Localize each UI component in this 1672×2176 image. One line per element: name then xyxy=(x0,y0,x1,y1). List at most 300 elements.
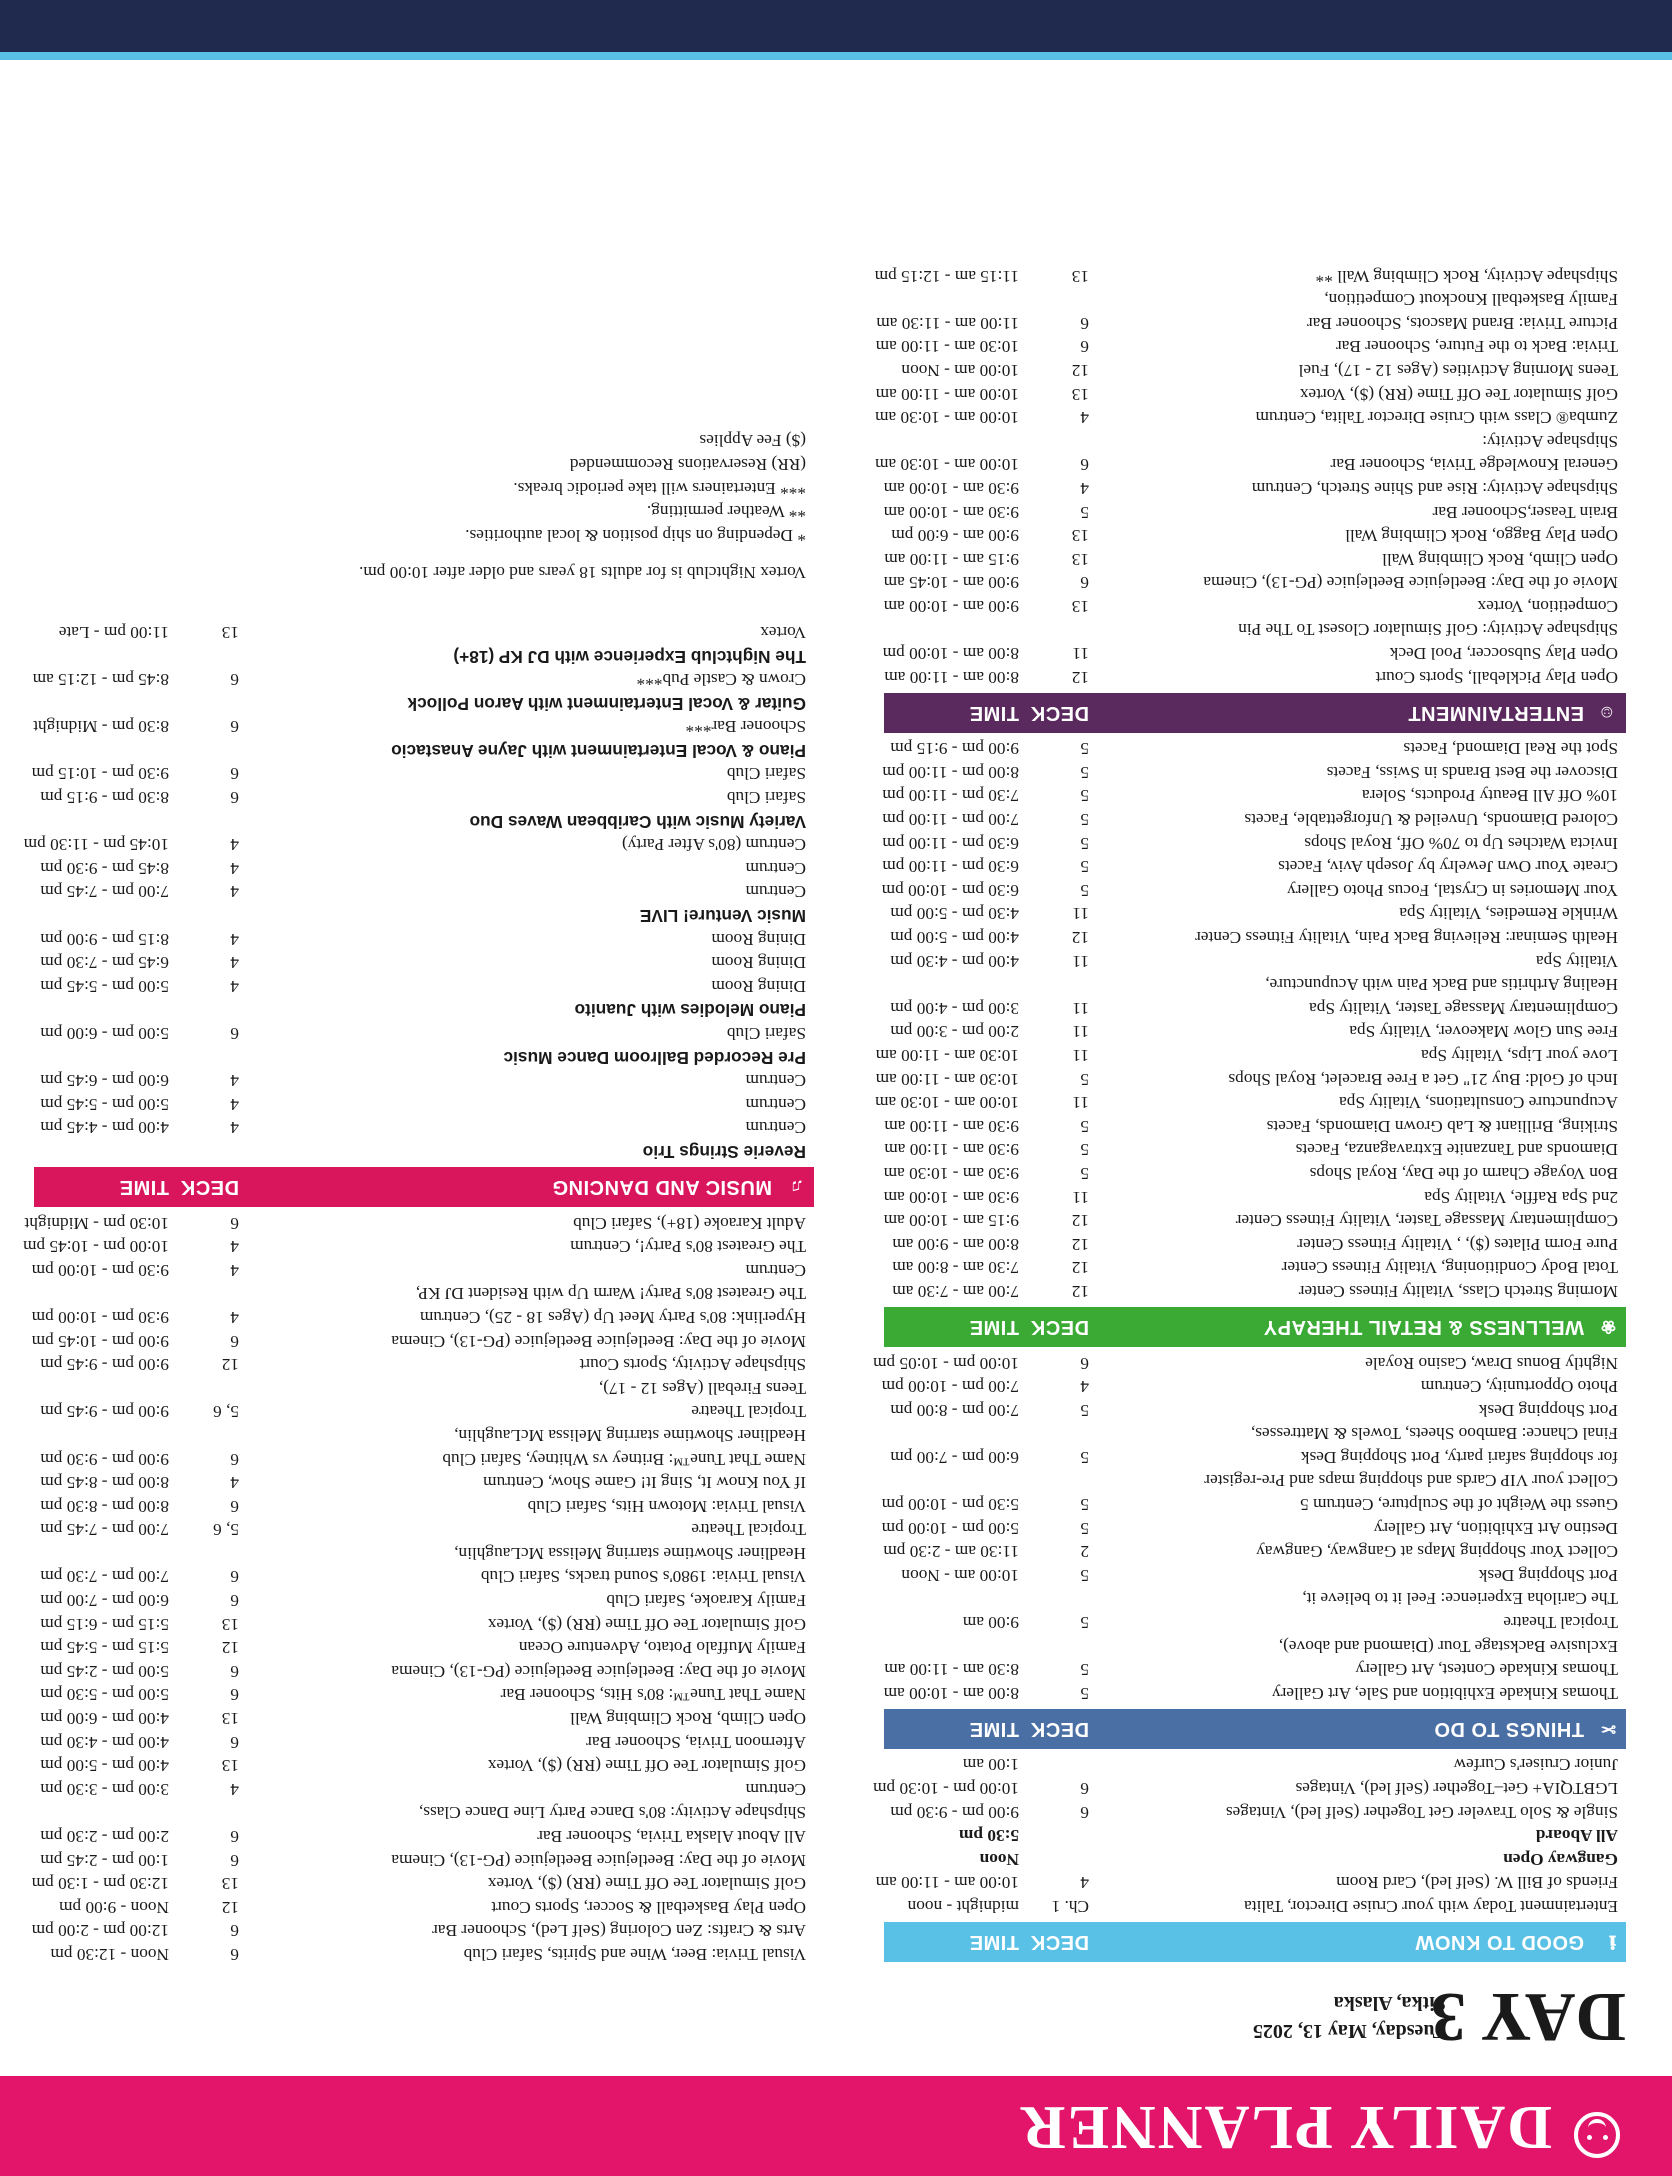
deck-number xyxy=(1019,1469,1089,1493)
deck-column-header: DECK xyxy=(1030,1316,1089,1339)
activity-name: Centrum xyxy=(745,858,806,878)
performer-heading xyxy=(34,809,814,833)
deck-number xyxy=(1019,973,1089,997)
deck-number: 13 xyxy=(221,622,239,642)
activity-name: 10% Off All Beauty Products, Solera xyxy=(1362,786,1618,806)
schedule-row xyxy=(34,1565,814,1589)
deck-number: 4 xyxy=(230,1260,239,1280)
schedule-row xyxy=(884,429,1626,453)
deck-number: 6 xyxy=(1080,1779,1089,1799)
activity-time: 9:30 am - 10:30 am xyxy=(883,1163,1019,1183)
activity-time: 8:00 am - 10:00 pm xyxy=(882,644,1019,664)
deck-number: Ch. 1 xyxy=(1051,1897,1089,1916)
schedule-row xyxy=(876,311,1626,335)
activity-name: Centrum xyxy=(745,1118,806,1138)
activity-name: Picture Trivia: Brand Mascots, Schooner Bar xyxy=(1306,313,1618,333)
activity-name: The Cariloha Experience: Feel it to believe it, xyxy=(1302,1589,1618,1609)
activity-name: Centrum (80's After Party) xyxy=(621,835,806,855)
activity-time: 7:30 am - 8:00 am xyxy=(892,1258,1019,1278)
activity-time: 9:00 pm - 9:45 pm xyxy=(40,1355,169,1375)
activity-name: Complimentary Massage Taster, Vitality Fitness Center xyxy=(1235,1211,1618,1231)
deck-number: 12 xyxy=(1071,928,1089,948)
performer-heading xyxy=(34,738,814,762)
deck-number: 12 xyxy=(1071,1234,1089,1254)
schedule-row xyxy=(884,784,1626,808)
schedule-row xyxy=(34,1447,814,1471)
activity-time: 7:00 pm - 8:00 pm xyxy=(890,1400,1019,1420)
breaks-note: *** Entertainers will take periodic breaks. xyxy=(513,478,806,498)
activity-time: 5:15 pm - 5:45 pm xyxy=(40,1638,169,1658)
schedule-row xyxy=(884,642,1626,666)
deck-column-header: DECK xyxy=(1030,1718,1089,1741)
activity-name: Hyperlink: 80's Party Meet Up (Ages 18 - 25), Centrum xyxy=(419,1307,806,1327)
activity-name: Gangway Open xyxy=(1503,1849,1618,1869)
activity-time: 10:00 pm - 10:30 pm xyxy=(873,1779,1019,1799)
activity-time: 2:00 pm - 3:00 pm xyxy=(890,1022,1019,1042)
activity-name: Shipshape Activity: Rise and Shine Stretch, Centrum xyxy=(1251,478,1618,498)
deck-number: 13 xyxy=(1071,266,1089,286)
deck-number: 6 xyxy=(230,1850,239,1870)
page-header xyxy=(0,2076,1672,2176)
schedule-row xyxy=(34,1589,814,1613)
activity-time: 9:00 am - 10:00 am xyxy=(883,596,1019,616)
deck-number: 6 xyxy=(230,1921,239,1941)
activity-name: Destino Art Exhibition, Art Gallery xyxy=(1373,1518,1618,1538)
activity-time: 9:30 am - 10:00 am xyxy=(883,1187,1019,1207)
activity-time: 8:00 am - 10:00 am xyxy=(883,1683,1019,1703)
schedule-row xyxy=(881,1516,1626,1540)
activity-name: Exclusive Backstage Tour (Diamond and above), xyxy=(1278,1636,1618,1656)
activity-time: 7:30 pm - 11:00 pm xyxy=(882,786,1019,806)
schedule-row xyxy=(34,1942,814,1966)
schedule-row xyxy=(34,1494,814,1518)
deck-number: 4 xyxy=(230,1473,239,1493)
activity-time: 5:30 pm xyxy=(958,1826,1019,1846)
schedule-row xyxy=(875,1067,1626,1091)
activity-name: Collect Your Shopping Maps at Gangway, Gangway xyxy=(1256,1542,1618,1562)
activity-time: 10:00 pm - 10:45 pm xyxy=(23,1237,169,1257)
deck-number: 6 xyxy=(230,1591,239,1611)
deck-number: 6 xyxy=(230,1732,239,1752)
activity-name: Centrum xyxy=(745,1071,806,1091)
activity-name: Morning Stretch Class, Vitality Fitness Center xyxy=(1298,1281,1618,1301)
deck-number: 5 xyxy=(1080,1116,1089,1136)
activity-time: 9:30 am - 10:00 am xyxy=(883,502,1019,522)
deck-number xyxy=(169,1139,239,1163)
activity-name: Healing Arthritis and Back Pain with Acupuncture, xyxy=(1265,975,1618,995)
activity-name: Entertainment Today with your Cruise Director, Talita xyxy=(1244,1897,1618,1916)
schedule-row xyxy=(884,1138,1626,1162)
activity-name: Teens Morning Activities (Ages 12 - 17), Fuel xyxy=(1298,360,1618,380)
spa-icon: ❀ xyxy=(1600,1317,1616,1338)
activity-time: 10:00 am - Noon xyxy=(901,360,1019,380)
info-icon: ℹ xyxy=(1608,1932,1616,1953)
schedule-row xyxy=(884,1681,1626,1705)
deck-number xyxy=(169,644,239,668)
activity-time: 8:00 pm - 11:00 pm xyxy=(882,762,1019,782)
deck-number: 4 xyxy=(230,1071,239,1091)
performer-heading xyxy=(34,644,814,668)
schedule-row xyxy=(34,927,814,951)
activity-time: 8:00 pm - 8:45 pm xyxy=(40,1473,169,1493)
activity-time xyxy=(34,1282,169,1306)
schedule-row xyxy=(881,878,1626,902)
schedule-row xyxy=(34,1659,814,1683)
deck-number: 12 xyxy=(1071,667,1089,687)
schedule-row xyxy=(34,1069,814,1093)
scissors-icon: ✂ xyxy=(1600,1719,1616,1740)
activity-time: 4:00 pm - 5:00 pm xyxy=(40,1756,169,1776)
activity-name: Headliner Showtime starring Melissa McLaughlin, xyxy=(454,1425,806,1445)
time-column-header: TIME xyxy=(969,702,1019,725)
activity-time: 9:00 pm - 9:15 pm xyxy=(890,739,1019,759)
schedule-row xyxy=(884,855,1626,879)
schedule-row xyxy=(884,288,1626,312)
deck-number: 4 xyxy=(230,953,239,973)
activity-name: Colored Diamonds, Unveiled & Unforgettable, Facets xyxy=(1244,810,1618,830)
deck-number: 5 xyxy=(1080,739,1089,759)
activity-time: 6:00 pm - 6:45 pm xyxy=(40,1071,169,1091)
schedule-row xyxy=(34,1423,814,1447)
activity-time xyxy=(34,1801,169,1825)
activity-name: Tropical Theatre xyxy=(691,1520,806,1540)
deck-number: 6 xyxy=(230,1024,239,1044)
schedule-row xyxy=(34,1400,814,1424)
activity-time xyxy=(34,809,169,833)
activity-time: 10:00 pm - 10:05 pm xyxy=(873,1353,1019,1373)
schedule-row xyxy=(884,1894,1626,1918)
schedule-row xyxy=(884,1634,1626,1658)
activity-name: Shipshape Activity: Golf Simulator Closest To The Pin xyxy=(1238,620,1618,640)
deck-number: 4 xyxy=(230,882,239,902)
schedule-row xyxy=(34,620,814,644)
time-column-header: TIME xyxy=(969,1316,1019,1339)
activity-time xyxy=(884,1469,1019,1493)
activity-time xyxy=(34,1376,169,1400)
activity-time: 8:30 pm - 9:15 pm xyxy=(40,788,169,808)
schedule-row xyxy=(31,1305,814,1329)
activity-name: Family Karaoke, Safari Club xyxy=(606,1591,806,1611)
schedule-row xyxy=(884,1256,1626,1280)
activity-time xyxy=(884,973,1019,997)
schedule-row xyxy=(34,1612,814,1636)
activity-name: Total Body Conditioning, Vitality Fitness Center xyxy=(1281,1258,1618,1278)
deck-number xyxy=(169,1282,239,1306)
schedule-row xyxy=(884,1753,1626,1777)
deck-number: 6 xyxy=(1080,455,1089,475)
deck-number: 4 xyxy=(230,1094,239,1114)
activity-name: Safari Club xyxy=(726,1024,806,1044)
schedule-row xyxy=(23,1235,814,1259)
activity-name: Open Climb, Rock Climbing Wall xyxy=(1382,549,1618,569)
activity-name: Variety Music with Caribbean Waves Duo xyxy=(469,811,806,832)
deck-number xyxy=(169,1376,239,1400)
spacer xyxy=(34,547,806,561)
deck-number: 12 xyxy=(1071,1281,1089,1301)
schedule-row xyxy=(34,951,814,975)
deck-number: 6 xyxy=(1080,1353,1089,1373)
activity-time: 7:00 am - 7:30 am xyxy=(892,1281,1019,1301)
deck-number: 11 xyxy=(1072,1093,1089,1113)
schedule-row xyxy=(884,1824,1626,1848)
activity-name: LGBTQIA+ Get–Together (Self led), Vintages xyxy=(1295,1779,1618,1799)
schedule-row xyxy=(34,880,814,904)
activity-name: Movie of the Day: Beetlejuice Beetlejuice (PG-13), Cinema xyxy=(391,1661,806,1681)
activity-name: Port Shopping Desk xyxy=(1478,1400,1618,1420)
schedule-row xyxy=(875,335,1626,359)
schedule-row xyxy=(34,1636,814,1660)
deck-number: 4 xyxy=(230,1307,239,1327)
deck-number xyxy=(1019,1753,1089,1777)
activity-name: Music Venture! LIVE xyxy=(639,906,806,927)
deck-number: 4 xyxy=(230,1237,239,1257)
activity-time: 5:00 pm - 5:30 pm xyxy=(40,1685,169,1705)
schedule-row xyxy=(884,949,1626,973)
activity-name: Photo Opportunity, Centrum xyxy=(1420,1377,1618,1397)
activity-time: 11:15 am - 12:15 pm xyxy=(874,266,1019,286)
activity-name: Thomas Kinkade Exhibition and Sale, Art Gallery xyxy=(1271,1683,1618,1703)
schedule-row xyxy=(34,1021,814,1045)
activity-time: 6:45 pm - 7:30 pm xyxy=(40,953,169,973)
day-location: Sitka, Alaska xyxy=(1333,1992,1446,2014)
activity-name: Guitar & Vocal Entertainment with Aaron Pollock xyxy=(407,693,806,714)
activity-name: Wrinkle Remedies, Vitality Spa xyxy=(1399,904,1618,924)
deck-number: 4 xyxy=(230,929,239,949)
activity-time: 10:30 am - 11:00 am xyxy=(875,1046,1019,1065)
deck-number: 6 xyxy=(230,1945,239,1964)
music-note-icon: ♫ xyxy=(790,1177,804,1198)
activity-name: Movie of the Day: Beetlejuice Beetlejuice (PG-13), Cinema xyxy=(391,1331,806,1351)
deck-number xyxy=(169,903,239,927)
deck-number: 6 xyxy=(230,1449,239,1469)
activity-time xyxy=(34,1139,169,1163)
deck-number: 6 xyxy=(230,1567,239,1587)
schedule-row xyxy=(884,1279,1626,1303)
deck-number: 5 xyxy=(1080,1495,1089,1515)
music-section-header xyxy=(34,1167,814,1207)
activity-time: 7:00 pm - 7:30 pm xyxy=(40,1567,169,1587)
schedule-row xyxy=(875,406,1626,430)
schedule-row xyxy=(34,856,814,880)
smiley-logo-icon xyxy=(1574,2112,1620,2158)
activity-name: Port Shopping Desk xyxy=(1478,1565,1618,1585)
activity-name: Golf Simulator Tee Off Time (RR) ($), Vortex xyxy=(487,1874,806,1894)
activity-name: Name That Tune™: Britney vs Whitney, Safari Club xyxy=(442,1449,806,1469)
rr-note: (RR) Reservations Recommended xyxy=(569,454,806,474)
schedule-row xyxy=(884,547,1626,571)
deck-number: 6 xyxy=(230,717,239,737)
activity-name: Health Seminar: Relieving Back Pain, Vitality Fitness Center xyxy=(1195,928,1618,948)
activity-name: Piano & Vocal Entertainment with Jayne Anastacio xyxy=(391,740,806,761)
schedule-row xyxy=(881,1375,1626,1399)
activity-time: 5:30 pm - 10:00 pm xyxy=(881,1495,1019,1515)
schedule-row xyxy=(34,1824,814,1848)
activity-time: 10:00 am - 11:00 am xyxy=(875,1873,1019,1893)
activity-name: Friends of Bill W. (Self led), Card Room xyxy=(1336,1873,1618,1893)
schedule-row xyxy=(24,1211,814,1235)
activity-time: 6:30 pm - 11:00 pm xyxy=(882,833,1019,853)
deck-number xyxy=(1019,1824,1089,1848)
activity-time: 4:00 pm - 5:00 pm xyxy=(890,928,1019,948)
deck-number: 13 xyxy=(221,1709,239,1729)
activity-time: 9:00 am xyxy=(962,1613,1019,1633)
activity-name: If You Know It, Sing It! Game Show, Centrum xyxy=(483,1473,806,1493)
depending-note: * Depending on ship position & local authorities. xyxy=(465,525,806,545)
schedule-row xyxy=(884,1658,1626,1682)
activity-time: 10:00 am - 10:30 am xyxy=(875,455,1019,475)
schedule-row xyxy=(34,1353,814,1377)
activity-name: Shipshape Activity: xyxy=(1482,431,1618,451)
schedule-row xyxy=(884,1800,1626,1824)
schedule-row xyxy=(875,382,1626,406)
deck-number xyxy=(1019,1587,1089,1611)
activity-name: Visual Trivia: 1980's Sound tracks, Safari Club xyxy=(480,1567,806,1587)
schedule-row xyxy=(884,1232,1626,1256)
activity-time: 12:00 pm - 2:00 pm xyxy=(31,1921,169,1941)
deck-number: 5 xyxy=(1080,1163,1089,1183)
deck-number: 6 xyxy=(1080,337,1089,357)
activity-time: Noon - 12:30 pm xyxy=(50,1945,169,1964)
deck-number xyxy=(169,691,239,715)
deck-number: 12 xyxy=(221,1897,239,1917)
schedule-row xyxy=(34,1730,814,1754)
deck-number: 6 xyxy=(230,1661,239,1681)
activity-name: Open Play Subsoccer, Pool Deck xyxy=(1389,644,1618,664)
activity-time: 3:00 pm - 3:30 pm xyxy=(40,1779,169,1799)
deck-number: 5, 6 xyxy=(213,1402,239,1422)
activity-name: Visual Trivia: Beer, Wine and Spirits, Safari Club xyxy=(463,1945,806,1964)
deck-number: 13 xyxy=(221,1614,239,1634)
deck-number: 6 xyxy=(1080,313,1089,333)
deck-number xyxy=(1019,618,1089,642)
page-footer xyxy=(0,0,1672,60)
schedule-row xyxy=(31,1329,814,1353)
deck-number: 13 xyxy=(1071,596,1089,616)
deck-number: 4 xyxy=(230,1779,239,1799)
activity-name: Acupuncture Consultations, Vitality Spa xyxy=(1339,1093,1618,1113)
activity-name: Create Your Own Jewelry by Joseph Aviv, Facets xyxy=(1278,857,1618,877)
activity-time: midnight - noon xyxy=(907,1897,1019,1916)
deck-number: 11 xyxy=(1072,1046,1089,1065)
schedule-row xyxy=(34,1471,814,1495)
entertainment-section-title: ENTERTAINMENT xyxy=(1407,702,1584,725)
activity-name: Pure Form Pilates ($), , Vitality Fitness Center xyxy=(1297,1234,1618,1254)
deck-number: 6 xyxy=(230,1827,239,1847)
music-section-title: MUSIC AND DANCING xyxy=(552,1176,772,1199)
deck-number xyxy=(169,809,239,833)
activity-time: Noon - 9:00 pm xyxy=(59,1897,169,1917)
vortex-age-note: Vortex Nightclub is for adults 18 years and older after 10:00 pm. xyxy=(359,563,806,583)
deck-number xyxy=(169,738,239,762)
deck-number: 5 xyxy=(1080,1683,1089,1703)
schedule-row xyxy=(884,1563,1626,1587)
activity-name: Bon Voyage Charm of the Day, Royal Shops xyxy=(1309,1163,1618,1183)
activity-name: for shopping safari party, Port Shopping Desk xyxy=(1300,1447,1618,1467)
deck-number: 13 xyxy=(1071,549,1089,569)
deck-number: 11 xyxy=(1072,1187,1089,1207)
activity-time: 8:00 am - 9:00 am xyxy=(892,1234,1019,1254)
activity-name: Single & Solo Traveler Get Together (Self led), Vintages xyxy=(1225,1802,1618,1822)
schedule-row xyxy=(884,618,1626,642)
activity-name: Shipshape Activity, Rock Climbing Wall ** xyxy=(1315,266,1618,286)
activity-name: Adult Karaoke (18+), Safari Club xyxy=(573,1213,806,1233)
schedule-row xyxy=(884,1114,1626,1138)
schedule-row xyxy=(881,1493,1626,1517)
deck-number: 13 xyxy=(221,1756,239,1776)
activity-name: Dining Room xyxy=(711,929,806,949)
activity-time: 5:00 pm - 6:00 pm xyxy=(40,1024,169,1044)
activity-name: Centrum xyxy=(745,1779,806,1799)
activity-name: Diamonds and Tanzanite Extravaganza, Facets xyxy=(1295,1140,1618,1160)
schedule-row xyxy=(884,358,1626,382)
activity-time: 5:00 pm - 5:45 pm xyxy=(40,1094,169,1114)
activity-time: 6:30 pm - 10:00 pm xyxy=(881,880,1019,900)
deck-column-header: DECK xyxy=(180,1176,239,1199)
activity-time: 8:45 pm - 9:30 pm xyxy=(40,858,169,878)
activity-name: Invicta Watches Up to 70% Off, Royal Shops xyxy=(1304,833,1618,853)
footnotes xyxy=(34,429,814,585)
weather-note: ** Weather permitting. xyxy=(646,502,806,522)
activity-time: 6:00 pm - 7:00 pm xyxy=(890,1447,1019,1467)
schedule-row xyxy=(884,1209,1626,1233)
activity-time: 9:00 pm - 9:30 pm xyxy=(40,1449,169,1469)
day-label: DAY 3 xyxy=(1430,1978,1626,2055)
schedule-row xyxy=(34,1754,814,1778)
activity-time xyxy=(884,618,1019,642)
activity-time: 8:45 pm - 12:15 am xyxy=(32,670,169,690)
schedule-row xyxy=(884,476,1626,500)
time-column-header: TIME xyxy=(969,1718,1019,1741)
activity-name: Open Play Baggo, Rock Climbing Wall xyxy=(1345,526,1618,546)
activity-name: Centrum xyxy=(745,1094,806,1114)
schedule-row xyxy=(31,762,814,786)
activity-name: The Greatest 80's Party!, Centrum xyxy=(570,1237,806,1257)
activity-time: 5:00 pm - 5:45 pm xyxy=(40,976,169,996)
activity-name: Headliner Showtime starring Melissa McLaughlin, xyxy=(454,1543,806,1563)
activity-name: Name That Tune™: 80's Hits, Schooner Bar xyxy=(500,1685,806,1705)
left-column xyxy=(873,264,1626,1966)
activity-time: 9:00 pm - 10:45 pm xyxy=(31,1331,169,1351)
deck-number: 4 xyxy=(230,835,239,855)
deck-number xyxy=(169,1423,239,1447)
schedule-row xyxy=(34,1116,814,1140)
activity-time: 4:00 pm - 4:45 pm xyxy=(40,1118,169,1138)
deck-number: 11 xyxy=(1072,644,1089,664)
deck-number: 5 xyxy=(1080,762,1089,782)
activity-time xyxy=(884,1634,1019,1658)
performer-heading xyxy=(34,998,814,1022)
schedule-row xyxy=(34,1376,814,1400)
activity-time: 9:00 am - 10:45 am xyxy=(883,573,1019,593)
activity-time: 9:30 am - 11:00 am xyxy=(884,1116,1019,1136)
right-column xyxy=(23,429,814,1966)
activity-time xyxy=(34,1423,169,1447)
day-info xyxy=(1066,1966,1626,2056)
schedule-row xyxy=(873,1351,1626,1375)
activity-time: 4:30 pm - 5:00 pm xyxy=(890,904,1019,924)
deck-number: 11 xyxy=(1072,1022,1089,1042)
activity-time xyxy=(34,903,169,927)
activity-time xyxy=(34,644,169,668)
activity-time: 6:30 pm - 11:00 pm xyxy=(882,857,1019,877)
good-to-know-section-header xyxy=(884,1922,1626,1962)
activity-name: Safari Club xyxy=(726,764,806,784)
schedule-row xyxy=(884,524,1626,548)
deck-number: 5 xyxy=(1080,1518,1089,1538)
activity-name: 2nd Spa Raffle, Vitality Spa xyxy=(1424,1187,1618,1207)
time-column-header: TIME xyxy=(119,1176,169,1199)
activity-time: 10:30 am - 11:00 am xyxy=(875,1069,1019,1089)
